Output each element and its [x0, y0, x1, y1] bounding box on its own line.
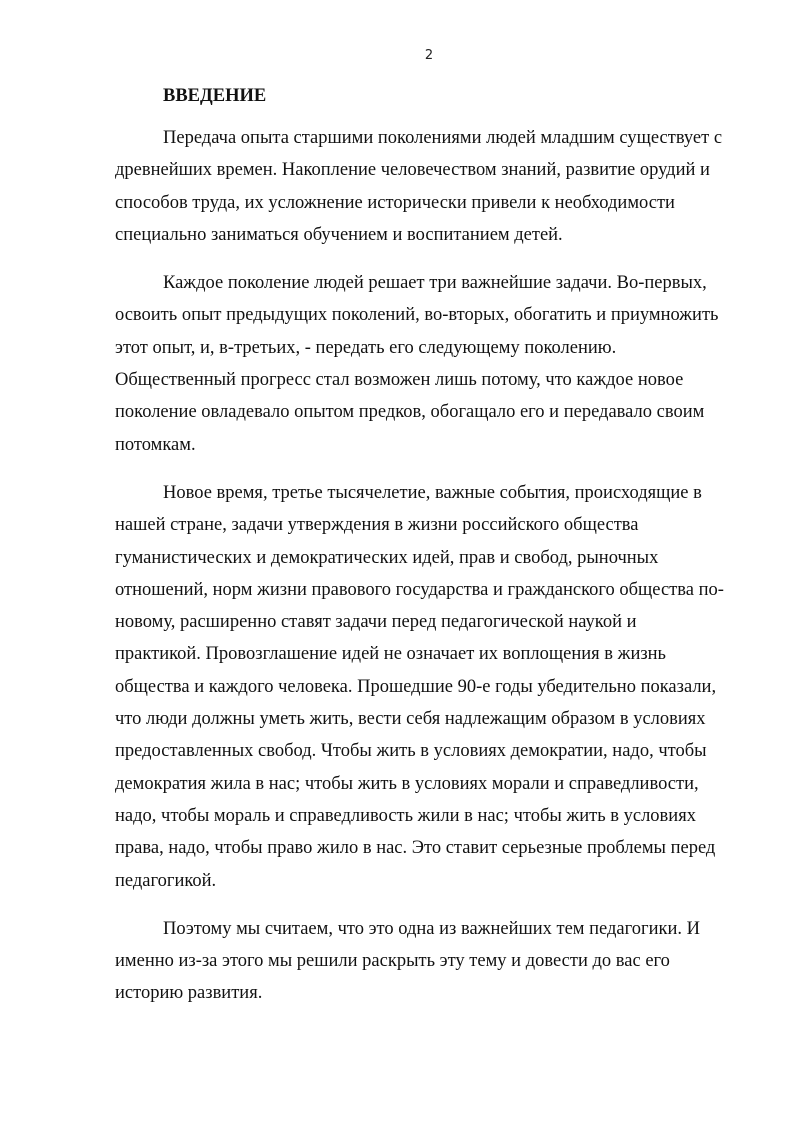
paragraph-line: Каждое поколение людей решает три важнейшие задачи. Во-первых,: [163, 273, 707, 294]
paragraph-3: [115, 477, 740, 897]
paragraph-line: специально заниматься обучением и воспитанием детей.: [115, 224, 563, 245]
paragraph-line: что люди должны уметь жить, вести себя надлежащим образом в условиях: [115, 709, 706, 730]
paragraph-line: Передача опыта старшими поколениями людей младшим существует с: [163, 128, 723, 148]
paragraph-line: нашей стране, задачи утверждения в жизни российского общества: [115, 515, 639, 536]
paragraph-1: [115, 122, 740, 251]
paragraph-line: педагогикой.: [115, 870, 217, 891]
paragraph-line: Новое время, третье тысячелетие, важные события, происходящие в: [163, 482, 702, 503]
section-heading: ВВЕДЕНИЕ: [163, 86, 267, 106]
paragraph-line: предоставленных свобод. Чтобы жить в условиях демократии, надо, чтобы: [115, 741, 707, 762]
paragraph-line: практикой. Провозглашение идей не означает их воплощения в жизнь: [115, 644, 666, 665]
paragraph-line: права, надо, чтобы право жило в нас. Это ставит серьезные проблемы перед: [115, 838, 716, 859]
paragraph-line: гуманистических и демократических идей, прав и свобод, рыночных: [115, 547, 659, 568]
paragraph-line: древнейших времен. Накопление человечеством знаний, развитие орудий и: [115, 160, 710, 181]
paragraph-line: потомкам.: [115, 434, 196, 455]
paragraph-line: поколение овладевало опытом предков, обогащало его и передавало своим: [115, 402, 705, 423]
paragraph-line: освоить опыт предыдущих поколений, во-вторых, обогатить и приумножить: [115, 305, 719, 326]
paragraph-line: новому, расширенно ставят задачи перед педагогической наукой и: [115, 612, 637, 633]
page-number: 2: [424, 48, 434, 63]
paragraph-line: демократия жила в нас; чтобы жить в условиях морали и справедливости,: [115, 773, 699, 794]
paragraph-line: Общественный прогресс стал возможен лишь потому, что каждое новое: [115, 370, 684, 391]
paragraph-line: отношений, норм жизни правового государства и гражданского общества по-: [115, 579, 724, 600]
paragraph-line: этот опыт, и, в-третьих, - передать его следующему поколению.: [115, 337, 617, 358]
paragraph-4: [115, 913, 740, 1010]
document-body: [115, 82, 740, 1026]
paragraph-line: общества и каждого человека. Прошедшие 90-е годы убедительно показали,: [115, 676, 717, 697]
paragraph-line: надо, чтобы мораль и справедливость жили в нас; чтобы жить в условиях: [115, 805, 696, 826]
paragraph-2: [115, 267, 740, 461]
paragraph-line: способов труда, их усложнение исторически привели к необходимости: [115, 192, 675, 213]
paragraph-line: Поэтому мы считаем, что это одна из важнейших тем педагогики. И: [163, 918, 700, 939]
paragraph-line: историю развития.: [115, 983, 263, 1004]
paragraph-line: именно из-за этого мы решили раскрыть эту тему и довести до вас его: [115, 951, 670, 972]
